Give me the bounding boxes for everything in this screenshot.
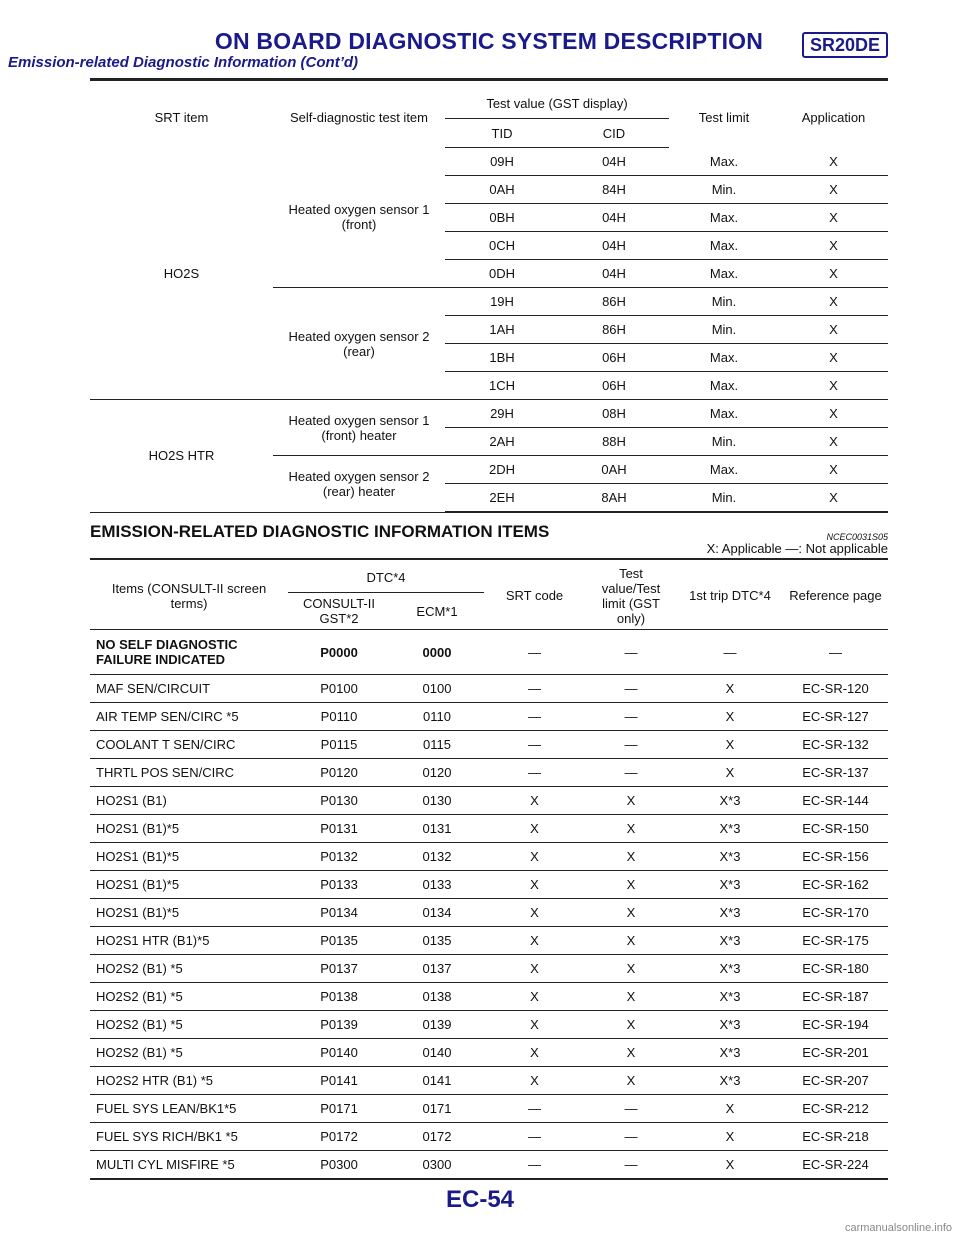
srt-code-cell: — xyxy=(484,1151,585,1180)
item-cell: HO2S1 HTR (B1)*5 xyxy=(90,927,288,955)
ecm-cell: 0134 xyxy=(390,899,484,927)
consult-cell: P0110 xyxy=(288,703,390,731)
tid-cell: 1AH xyxy=(445,316,559,344)
reference-cell: EC-SR-132 xyxy=(783,731,888,759)
section-divider xyxy=(90,558,888,560)
srt-code-cell: — xyxy=(484,759,585,787)
cid-header: CID xyxy=(559,119,669,148)
srt-row xyxy=(90,148,888,176)
item-cell: HO2S2 (B1) *5 xyxy=(90,1039,288,1067)
items-header: Items (CONSULT-II screen terms) xyxy=(90,562,288,630)
application-cell: X xyxy=(779,176,888,204)
item-cell: HO2S1 (B1)*5 xyxy=(90,899,288,927)
item-cell: HO2S1 (B1)*5 xyxy=(90,843,288,871)
test-value-limit-header: Test value/Test limit (GST only) xyxy=(585,562,677,630)
srt-code-cell: X xyxy=(484,1067,585,1095)
item-cell: AIR TEMP SEN/CIRC *5 xyxy=(90,703,288,731)
reference-cell: EC-SR-224 xyxy=(783,1151,888,1180)
test-limit-cell: Max. xyxy=(669,456,779,484)
first-trip-header: 1st trip DTC*4 xyxy=(677,562,783,630)
srt-code-cell: X xyxy=(484,1011,585,1039)
consult-cell: P0171 xyxy=(288,1095,390,1123)
first-trip-cell: — xyxy=(677,630,783,675)
ecm-cell: 0140 xyxy=(390,1039,484,1067)
first-trip-cell: X*3 xyxy=(677,1067,783,1095)
test-value-header: Test value (GST display) xyxy=(445,88,669,119)
srt-code-cell: X xyxy=(484,871,585,899)
page-number: EC-54 xyxy=(445,1186,515,1213)
first-trip-cell: X*3 xyxy=(677,1011,783,1039)
test-limit-cell: Max. xyxy=(669,344,779,372)
self-diag-cell: Heated oxygen sensor 2 (rear) xyxy=(273,288,445,400)
model-badge: SR20DE xyxy=(802,32,888,58)
reference-cell: EC-SR-218 xyxy=(783,1123,888,1151)
ecm-header: ECM*1 xyxy=(390,593,484,630)
reference-header: Reference page xyxy=(783,562,888,630)
application-cell: X xyxy=(779,372,888,400)
consult-cell: P0120 xyxy=(288,759,390,787)
first-trip-cell: X*3 xyxy=(677,815,783,843)
item-cell: THRTL POS SEN/CIRC xyxy=(90,759,288,787)
item-cell: FUEL SYS RICH/BK1 *5 xyxy=(90,1123,288,1151)
item-cell: HO2S2 (B1) *5 xyxy=(90,1011,288,1039)
test-value-cell: X xyxy=(585,843,677,871)
test-value-cell: — xyxy=(585,703,677,731)
ecm-cell: 0000 xyxy=(390,630,484,675)
page-title: ON BOARD DIAGNOSTIC SYSTEM DESCRIPTION xyxy=(214,28,764,54)
test-limit-header: Test limit xyxy=(698,110,750,126)
dtc-row xyxy=(90,899,888,927)
dtc-table xyxy=(90,562,888,1180)
application-cell: X xyxy=(779,288,888,316)
test-value-cell: — xyxy=(585,630,677,675)
test-limit-cell: Min. xyxy=(669,176,779,204)
test-value-cell: X xyxy=(585,983,677,1011)
srt-code-cell: — xyxy=(484,675,585,703)
cid-cell: 06H xyxy=(559,372,669,400)
tid-cell: 0AH xyxy=(445,176,559,204)
first-trip-cell: X xyxy=(677,1123,783,1151)
header-divider xyxy=(90,78,888,81)
test-limit-cell: Max. xyxy=(669,232,779,260)
dtc-row xyxy=(90,675,888,703)
application-cell: X xyxy=(779,232,888,260)
ecm-cell: 0172 xyxy=(390,1123,484,1151)
section-code: NCEC0031S05 xyxy=(826,532,888,542)
cid-cell: 04H xyxy=(559,204,669,232)
dtc-header: DTC*4 xyxy=(288,562,484,593)
ecm-cell: 0132 xyxy=(390,843,484,871)
item-cell: HO2S1 (B1) xyxy=(90,787,288,815)
application-cell: X xyxy=(779,456,888,484)
ecm-cell: 0300 xyxy=(390,1151,484,1180)
test-limit-cell: Max. xyxy=(669,204,779,232)
test-limit-cell: Max. xyxy=(669,372,779,400)
cid-cell: 84H xyxy=(559,176,669,204)
reference-cell: EC-SR-170 xyxy=(783,899,888,927)
consult-cell: P0138 xyxy=(288,983,390,1011)
first-trip-cell: X*3 xyxy=(677,955,783,983)
consult-cell: P0139 xyxy=(288,1011,390,1039)
ecm-cell: 0131 xyxy=(390,815,484,843)
cid-cell: 0AH xyxy=(559,456,669,484)
self-diag-cell: Heated oxygen sensor 2 (rear) heater xyxy=(273,456,445,513)
ecm-cell: 0120 xyxy=(390,759,484,787)
dtc-row xyxy=(90,787,888,815)
item-cell: MULTI CYL MISFIRE *5 xyxy=(90,1151,288,1180)
consult-cell: P0133 xyxy=(288,871,390,899)
legend: X: Applicable —: Not applicable xyxy=(706,541,888,556)
first-trip-cell: X xyxy=(677,703,783,731)
tid-cell: 2AH xyxy=(445,428,559,456)
test-value-cell: X xyxy=(585,927,677,955)
cid-cell: 08H xyxy=(559,400,669,428)
page-subtitle: Emission-related Diagnostic Information (Cont’d) xyxy=(8,54,359,71)
reference-cell: EC-SR-180 xyxy=(783,955,888,983)
dtc-row xyxy=(90,955,888,983)
cid-cell: 8AH xyxy=(559,484,669,513)
reference-cell: EC-SR-144 xyxy=(783,787,888,815)
ecm-cell: 0130 xyxy=(390,787,484,815)
tid-cell: 1BH xyxy=(445,344,559,372)
consult-cell: P0137 xyxy=(288,955,390,983)
test-value-cell: — xyxy=(585,731,677,759)
dtc-row xyxy=(90,815,888,843)
section-title: EMISSION-RELATED DIAGNOSTIC INFORMATION ITEMS xyxy=(90,522,550,541)
srt-code-cell: X xyxy=(484,927,585,955)
dtc-row xyxy=(90,630,888,675)
test-limit-cell: Max. xyxy=(669,260,779,288)
dtc-row xyxy=(90,759,888,787)
reference-cell: EC-SR-150 xyxy=(783,815,888,843)
tid-cell: 0BH xyxy=(445,204,559,232)
self-diag-header: Self-diagnostic test item xyxy=(289,110,428,126)
first-trip-cell: X xyxy=(677,731,783,759)
consult-cell: P0131 xyxy=(288,815,390,843)
cid-cell: 86H xyxy=(559,288,669,316)
consult-cell: P0100 xyxy=(288,675,390,703)
ecm-cell: 0137 xyxy=(390,955,484,983)
consult-header: CONSULT-II GST*2 xyxy=(288,593,390,630)
dtc-row xyxy=(90,871,888,899)
ecm-cell: 0171 xyxy=(390,1095,484,1123)
test-value-cell: X xyxy=(585,815,677,843)
srt-code-cell: X xyxy=(484,843,585,871)
application-cell: X xyxy=(779,204,888,232)
dtc-row xyxy=(90,1123,888,1151)
first-trip-cell: X*3 xyxy=(677,1039,783,1067)
consult-cell: P0140 xyxy=(288,1039,390,1067)
srt-code-cell: — xyxy=(484,1123,585,1151)
first-trip-cell: X*3 xyxy=(677,899,783,927)
reference-cell: EC-SR-120 xyxy=(783,675,888,703)
application-cell: X xyxy=(779,484,888,513)
srt-code-cell: — xyxy=(484,731,585,759)
tid-cell: 1CH xyxy=(445,372,559,400)
srt-code-header: SRT code xyxy=(484,562,585,630)
srt-item-header: SRT item xyxy=(154,110,209,126)
cid-cell: 04H xyxy=(559,148,669,176)
dtc-row xyxy=(90,1039,888,1067)
reference-cell: EC-SR-156 xyxy=(783,843,888,871)
srt-table xyxy=(90,88,888,513)
reference-cell: EC-SR-212 xyxy=(783,1095,888,1123)
reference-cell: EC-SR-162 xyxy=(783,871,888,899)
consult-cell: P0130 xyxy=(288,787,390,815)
srt-code-cell: X xyxy=(484,815,585,843)
test-limit-cell: Min. xyxy=(669,316,779,344)
cid-cell: 06H xyxy=(559,344,669,372)
srt-code-cell: X xyxy=(484,955,585,983)
test-limit-cell: Max. xyxy=(669,148,779,176)
cid-cell: 04H xyxy=(559,232,669,260)
tid-cell: 0DH xyxy=(445,260,559,288)
srt-code-cell: — xyxy=(484,630,585,675)
consult-cell: P0141 xyxy=(288,1067,390,1095)
reference-cell: EC-SR-175 xyxy=(783,927,888,955)
first-trip-cell: X*3 xyxy=(677,871,783,899)
dtc-row xyxy=(90,703,888,731)
reference-cell: EC-SR-201 xyxy=(783,1039,888,1067)
first-trip-cell: X*3 xyxy=(677,843,783,871)
consult-cell: P0135 xyxy=(288,927,390,955)
tid-header: TID xyxy=(445,119,559,148)
srt-code-cell: X xyxy=(484,1039,585,1067)
test-limit-cell: Min. xyxy=(669,484,779,513)
dtc-row xyxy=(90,1011,888,1039)
application-cell: X xyxy=(779,316,888,344)
self-diag-cell: Heated oxygen sensor 1 (front) heater xyxy=(273,400,445,456)
item-cell: FUEL SYS LEAN/BK1*5 xyxy=(90,1095,288,1123)
page-header xyxy=(8,28,888,71)
test-value-cell: X xyxy=(585,1067,677,1095)
srt-code-cell: X xyxy=(484,983,585,1011)
ecm-cell: 0115 xyxy=(390,731,484,759)
reference-cell: EC-SR-187 xyxy=(783,983,888,1011)
cid-cell: 86H xyxy=(559,316,669,344)
test-limit-cell: Max. xyxy=(669,400,779,428)
item-cell: MAF SEN/CIRCUIT xyxy=(90,675,288,703)
reference-cell: EC-SR-137 xyxy=(783,759,888,787)
dtc-row xyxy=(90,731,888,759)
dtc-row xyxy=(90,1067,888,1095)
test-value-cell: X xyxy=(585,787,677,815)
test-value-cell: X xyxy=(585,899,677,927)
tid-cell: 0CH xyxy=(445,232,559,260)
application-cell: X xyxy=(779,260,888,288)
srt-code-cell: X xyxy=(484,899,585,927)
reference-cell: EC-SR-127 xyxy=(783,703,888,731)
self-diag-cell: Heated oxygen sensor 1 (front) xyxy=(273,148,445,288)
item-cell: NO SELF DIAGNOSTIC FAILURE INDICATED xyxy=(90,630,288,675)
item-cell: HO2S2 (B1) *5 xyxy=(90,955,288,983)
ecm-cell: 0135 xyxy=(390,927,484,955)
srt-item-cell: HO2S xyxy=(90,148,273,400)
ecm-cell: 0141 xyxy=(390,1067,484,1095)
consult-cell: P0134 xyxy=(288,899,390,927)
tid-cell: 09H xyxy=(445,148,559,176)
application-cell: X xyxy=(779,400,888,428)
ecm-cell: 0139 xyxy=(390,1011,484,1039)
first-trip-cell: X xyxy=(677,759,783,787)
test-value-cell: X xyxy=(585,955,677,983)
consult-cell: P0172 xyxy=(288,1123,390,1151)
first-trip-cell: X xyxy=(677,1151,783,1180)
ecm-cell: 0100 xyxy=(390,675,484,703)
first-trip-cell: X xyxy=(677,675,783,703)
dtc-row xyxy=(90,927,888,955)
srt-code-cell: — xyxy=(484,1095,585,1123)
cid-cell: 04H xyxy=(559,260,669,288)
test-value-cell: — xyxy=(585,759,677,787)
reference-cell: EC-SR-194 xyxy=(783,1011,888,1039)
srt-row xyxy=(90,400,888,428)
application-cell: X xyxy=(779,428,888,456)
test-value-cell: X xyxy=(585,1011,677,1039)
tid-cell: 2EH xyxy=(445,484,559,513)
dtc-row xyxy=(90,983,888,1011)
first-trip-cell: X*3 xyxy=(677,787,783,815)
srt-code-cell: X xyxy=(484,787,585,815)
test-value-cell: X xyxy=(585,1039,677,1067)
item-cell: COOLANT T SEN/CIRC xyxy=(90,731,288,759)
test-value-cell: — xyxy=(585,1151,677,1180)
application-header: Application xyxy=(801,110,866,126)
tid-cell: 2DH xyxy=(445,456,559,484)
dtc-row xyxy=(90,1095,888,1123)
first-trip-cell: X*3 xyxy=(677,927,783,955)
srt-item-cell: HO2S HTR xyxy=(90,400,273,513)
srt-code-cell: — xyxy=(484,703,585,731)
dtc-row xyxy=(90,1151,888,1180)
ecm-cell: 0133 xyxy=(390,871,484,899)
test-value-cell: — xyxy=(585,1123,677,1151)
consult-cell: P0132 xyxy=(288,843,390,871)
ecm-cell: 0110 xyxy=(390,703,484,731)
consult-cell: P0000 xyxy=(288,630,390,675)
cid-cell: 88H xyxy=(559,428,669,456)
test-value-cell: — xyxy=(585,675,677,703)
watermark: carmanualsonline.info xyxy=(844,1222,952,1234)
test-limit-cell: Min. xyxy=(669,288,779,316)
first-trip-cell: X*3 xyxy=(677,983,783,1011)
tid-cell: 19H xyxy=(445,288,559,316)
reference-cell: EC-SR-207 xyxy=(783,1067,888,1095)
first-trip-cell: X xyxy=(677,1095,783,1123)
application-cell: X xyxy=(779,344,888,372)
item-cell: HO2S1 (B1)*5 xyxy=(90,815,288,843)
application-cell: X xyxy=(779,148,888,176)
reference-cell: — xyxy=(783,630,888,675)
test-limit-cell: Min. xyxy=(669,428,779,456)
tid-cell: 29H xyxy=(445,400,559,428)
consult-cell: P0300 xyxy=(288,1151,390,1180)
consult-cell: P0115 xyxy=(288,731,390,759)
test-value-cell: X xyxy=(585,871,677,899)
item-cell: HO2S1 (B1)*5 xyxy=(90,871,288,899)
item-cell: HO2S2 HTR (B1) *5 xyxy=(90,1067,288,1095)
item-cell: HO2S2 (B1) *5 xyxy=(90,983,288,1011)
ecm-cell: 0138 xyxy=(390,983,484,1011)
dtc-row xyxy=(90,843,888,871)
test-value-cell: — xyxy=(585,1095,677,1123)
